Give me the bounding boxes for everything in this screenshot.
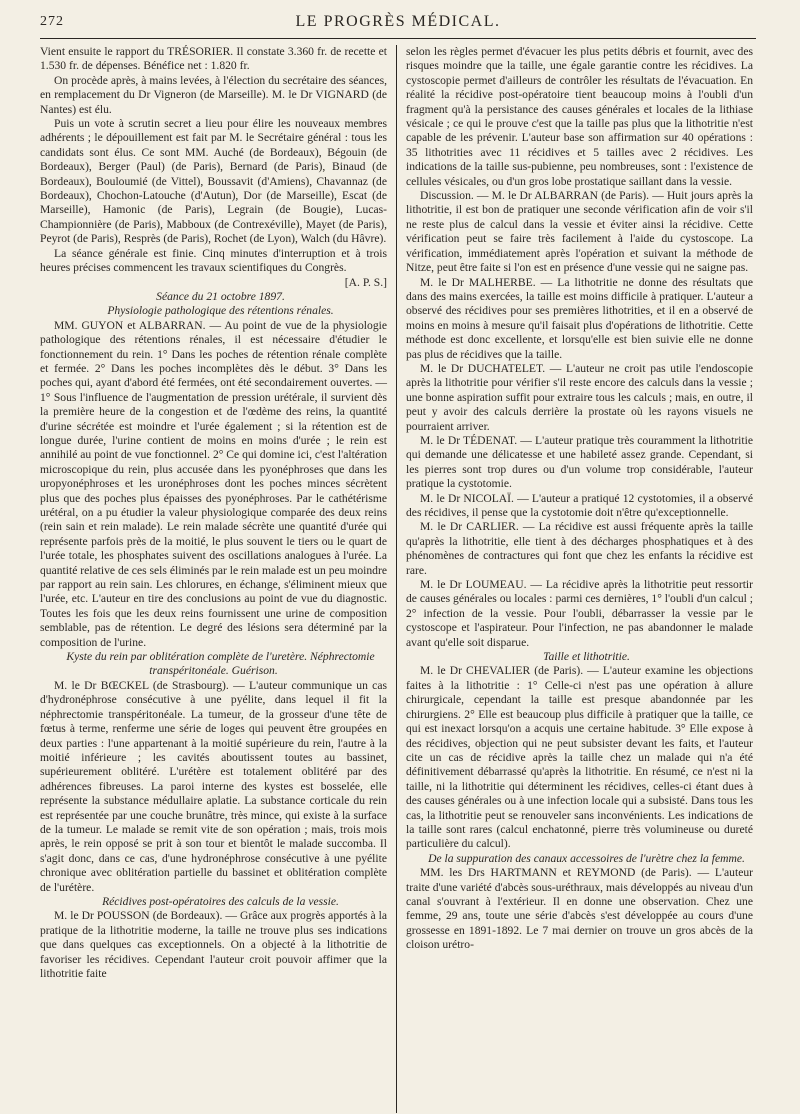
text-columns (40, 45, 756, 1113)
paragraph: [A. P. S.] (344, 275, 387, 289)
section-heading: Taille et lithotritie. (543, 650, 630, 664)
paragraph: selon les règles permet d'évacuer les plus petits débris et fournit, avec des risques moindre que la taille, une égale garantie contre les récidives. La cystoscopie permet d'ailleurs de contrôler les résultats de l'évacuation. En réalité la récidive post-opératoire tient beaucoup moins à l'oubli d'un fragment qu'à la persistance des causes générales et locales de la lithiase vésicale ; ce qui le prouve c'est que la taille pas plus que la lithotritie n'est capable de les prévenir. L'auteur base son affirmation sur 40 opérations : 35 lithotrities avec 11 récidives et 5 tailles avec 2 récidives. Les indications de la taille sus-pubienne, peu nombreuses, sont : l'existence de cellules vésicales, ou d'un gros lobe prostatique saillant dans la vessie. (406, 45, 753, 188)
paragraph: M. le Dr LOUMEAU. — La récidive après la lithotritie peut ressortir de causes générales ou locales : parmi ces dernières, 1° l'oubli d'un calcul ; 2° infection de la vessie. Pour l'oubli, débarrasser la vessie par le cystoscope et l'aspirateur. Pour l'infection, ne pas abandonner le malade avant qu'elle soit disparue. (406, 578, 753, 649)
paragraph: La séance générale est finie. Cinq minutes d'interruption et à trois heures précises commencent les travaux scientifiques du Congrès. (40, 246, 387, 275)
paragraph: M. le Dr DUCHATELET. — L'auteur ne croit pas utile l'endoscopie après la lithotritie pour vérifier s'il reste encore des calculs dans la vessie ; une bonne aspiration suffit pour extraire tous les calculs ; mais, en outre, il peut y avoir des calculs derrière la prostate où les rayons visuels ne pourraient arriver. (406, 361, 753, 433)
paragraph: M. le Dr NICOLAÏ. — L'auteur a pratiqué 12 cystotomies, il a observé des récidives, il pense que la cystotomie doit n'être qu'exceptionnelle. (406, 491, 753, 519)
right-column (397, 45, 753, 1113)
paragraph: Vient ensuite le rapport du TRÉSORIER. Il constate 3.360 fr. de recette et 1.530 fr. de dépenses. Bénéfice net : 1.820 fr. (40, 45, 387, 73)
left-column (40, 45, 396, 1113)
section-heading: Physiologie pathologique des rétentions rénales. (107, 304, 334, 318)
section-heading: Séance du 21 octobre 1897. (156, 289, 285, 303)
paragraph: M. le Dr CARLIER. — La récidive est aussi fréquente après la taille qu'après la lithotritie, elle tient à des décharges phosphatiques et à des phénomènes de contractures qui font que chez les enfants la récidive est rare. (406, 520, 753, 577)
section-heading: De la suppuration des canaux accessoires de l'urètre chez la femme. (428, 851, 745, 865)
paragraph: On procède après, à mains levées, à l'élection du secrétaire des séances, en remplacement du Dr Vigneron (de Marseille). M. le Dr VIGNARD (de Nantes) est élu. (40, 73, 387, 116)
paragraph: M. le Dr TÉDENAT. — L'auteur pratique très couramment la lithotritie qui demande une délicatesse et une habileté assez grande. Cependant, si les pierres sont trop dures ou d'un volume trop considérable, l'auteur pratique la cystotomie. (406, 433, 753, 491)
paragraph: MM. les Drs HARTMANN et REYMOND (de Paris). — L'auteur traite d'une variété d'abcès sous-uréthraux, mais développés au niveau d'un canal s'ouvrant à l'extérieur. Il en donne une observation. Chez une femme, 29 ans, toute une série d'abcès s'est développée au cours d'une grossesse en 1891-1892. Le 7 mai dernier on trouve un gros abcès de la cloison urétro- (406, 866, 753, 952)
paragraph: Discussion. — M. le Dr ALBARRAN (de Paris). — Huit jours après la lithotritie, il est bon de pratiquer une seconde vérification afin de voir s'il ne reste plus de calcul dans la vessie et éviter ainsi la récidive. Cette vérification peut se faire très facilement à l'aide du cystoscope. La vérification, immédiatement après l'opération et suivant la méthode de Nitze, peut être faite si l'on est en présence d'une vessie qui ne saigne pas. (406, 189, 753, 275)
page-header (40, 12, 756, 39)
paragraph: Puis un vote à scrutin secret a lieu pour élire les nouveaux membres adhérents ; le dépouillement est fait par M. le Secrétaire général : tous les candidats sont élus. Ce sont MM. Auché (de Bordeaux), Bégouin (de Bordeaux), Berger (Paul) (de Paris), Bernard (de Paris), Binaud (de Bordeaux), Bouloumié (de Vittel), Boussavit (d'Amiens), Chavannaz (de Bordeaux), Chochon-Latouche (d'Autun), Dor (de Marseille), Escat (de Marseille), Hamonic (de Paris), Legrain (de Bougie), Lucas-Championnière (de Paris), Mabboux (de Contrexéville), Mayet (de Paris), Peyrot (de Paris), Resprès (de Paris), Rochet (de Lyon), Walch (du Hâvre). (40, 117, 387, 246)
paragraph: M. le Dr MALHERBE. — La lithotritie ne donne des résultats que dans des mains exercées, la taille est moins difficile à pratiquer. L'auteur a observé des récidives pour ses premières lithotrities, et il en a observé de moins en moins à mesure qu'il faisait plus d'opérations de lithotritie. Cette méthode est donc excellente, et lorsqu'elle est bien suivie elle ne donne pas plus de récidives que la taille. (406, 275, 753, 361)
paragraph: M. le Dr BŒCKEL (de Strasbourg). — L'auteur communique un cas d'hydronéphrose consécutive à une pyélite, dans lequel il fit la néphrectomie transpéritonéale. La tumeur, de la grosseur d'une tête de fœtus à terme, renferme une série de loges qui peuvent être groupées en deux parties : l'une appartenant à la moitié supérieure du rein, l'autre à la moitié inférieure ; les cavités aboutissent toutes au bassinet, supérieurement oblitéré. L'urétère est totalement oblitéré par des adhérences fibreuses. La paroi interne des kystes est bosselée, elle représente la substance médullaire aplatie. La substance corticale du rein est représentée par une couche brunâtre, très mince, qui existe à la surface de la tumeur. Le malade se remit vite de son opération ; mais, trois mois après, le rein opposé se prit à son tour et bientôt le malade succomba. Il s'agit donc, dans ce cas, d'une hydronéphrose consécutive à une pyélite chronique avec oblitération partielle du bassinet et oblitération complète de l'urétère. (40, 678, 387, 894)
section-heading: Kyste du rein par oblitération complète de l'uretère. Néphrectomie transpéritonéale. Guérison. (66, 650, 375, 678)
paragraph: M. le Dr CHEVALIER (de Paris). — L'auteur examine les objections faites à la lithotritie : 1° Celle-ci n'est pas une opération à allure chirurgicale, cependant la taille est presque abandonnée par les chirurgiens. 2° Elle est beaucoup plus difficile à pratiquer que la taille, ce qui est inexact lorsqu'on a acquis une certaine habitude. 3° Elle expose à des récidives, objection qui ne peut subsister devant les faits, et l'auteur cite un cas de récidive après la taille chez un malade qui n'a été définitivement débarrassé qu'après la lithotritie. En résumé, ce n'est ni la taille, ni la lithotritie qui déterminent les récidives, celles-ci étant dues à des causes générales ou à une infection locale qui a subsisté. Dans tous les cas, la lithotritie peut se renouveler sans inconvénients. Les indications de la taille sont rares (calcul enchatonné, pierre très volumineuse ou dureté particulière du calcul). (406, 664, 753, 851)
page-number: 272 (40, 14, 64, 29)
paragraph: MM. GUYON et ALBARRAN. — Au point de vue de la physiologie pathologique des rétentions rénales, il est nécessaire d'étudier le fonctionnement du rein. 1° Dans les poches de rétention rénale complète et fermée. 2° Dans les poches incomplètes dès le début. 3° Dans les poches qui, ayant d'abord été fermées, ont été secondairement ouvertes. — 1° Sous l'influence de l'augmentation de pression urétérale, il survient dès la première heure de la congestion et de l'œdème des reins, la quantité d'urine sécrétée est moindre et l'urée également ; si la rétention est de longue durée, l'urine contient de moins en moins d'urée ; le rein est annihilé au point de vue fonctionnel. 2° Ce qui domine ici, c'est l'altération microscopique du rein, plus accusée dans les pyonéphroses que dans les uropyonéphroses et les uronéphroses dont les poches minces sécrètent plus que des poches plus épaisses des pyonéphroses. Par le cathétérisme urétéral, on a pu étudier la valeur physiologique comparée des deux reins (rein sain et rein malade). Le rein malade sécrète une quantité d'urée qui représente parfois près de la moitié, le plus souvent le tiers ou le quart de l'urée totale, les phosphates suivent des oscillations analogues à l'urée. La quantité relative de ces sels éliminés par le rein malade est un peu moindre par rapport au rein sain. Les chlorures, en échange, s'éliminent mieux que l'urée, etc. L'auteur en tire des conclusions au point de vue du diagnostic. Toutes les fois que les deux reins fournissent une urine de composition semblable, pas de rétention. Le degré des lésions sera déterminé par la composition de l'urine. (40, 318, 387, 649)
journal-title: LE PROGRÈS MÉDICAL. (295, 13, 501, 30)
paragraph: M. le Dr POUSSON (de Bordeaux). — Grâce aux progrès apportés à la pratique de la lithotritie moderne, la taille ne trouve plus ses indications que dans quelques cas exceptionnels. On a objecté à la lithotritie de favoriser les récidives. Cependant l'auteur croit pouvoir affimer que la lithotritie faite (40, 909, 387, 980)
section-heading: Récidives post-opératoires des calculs de la vessie. (102, 894, 339, 908)
